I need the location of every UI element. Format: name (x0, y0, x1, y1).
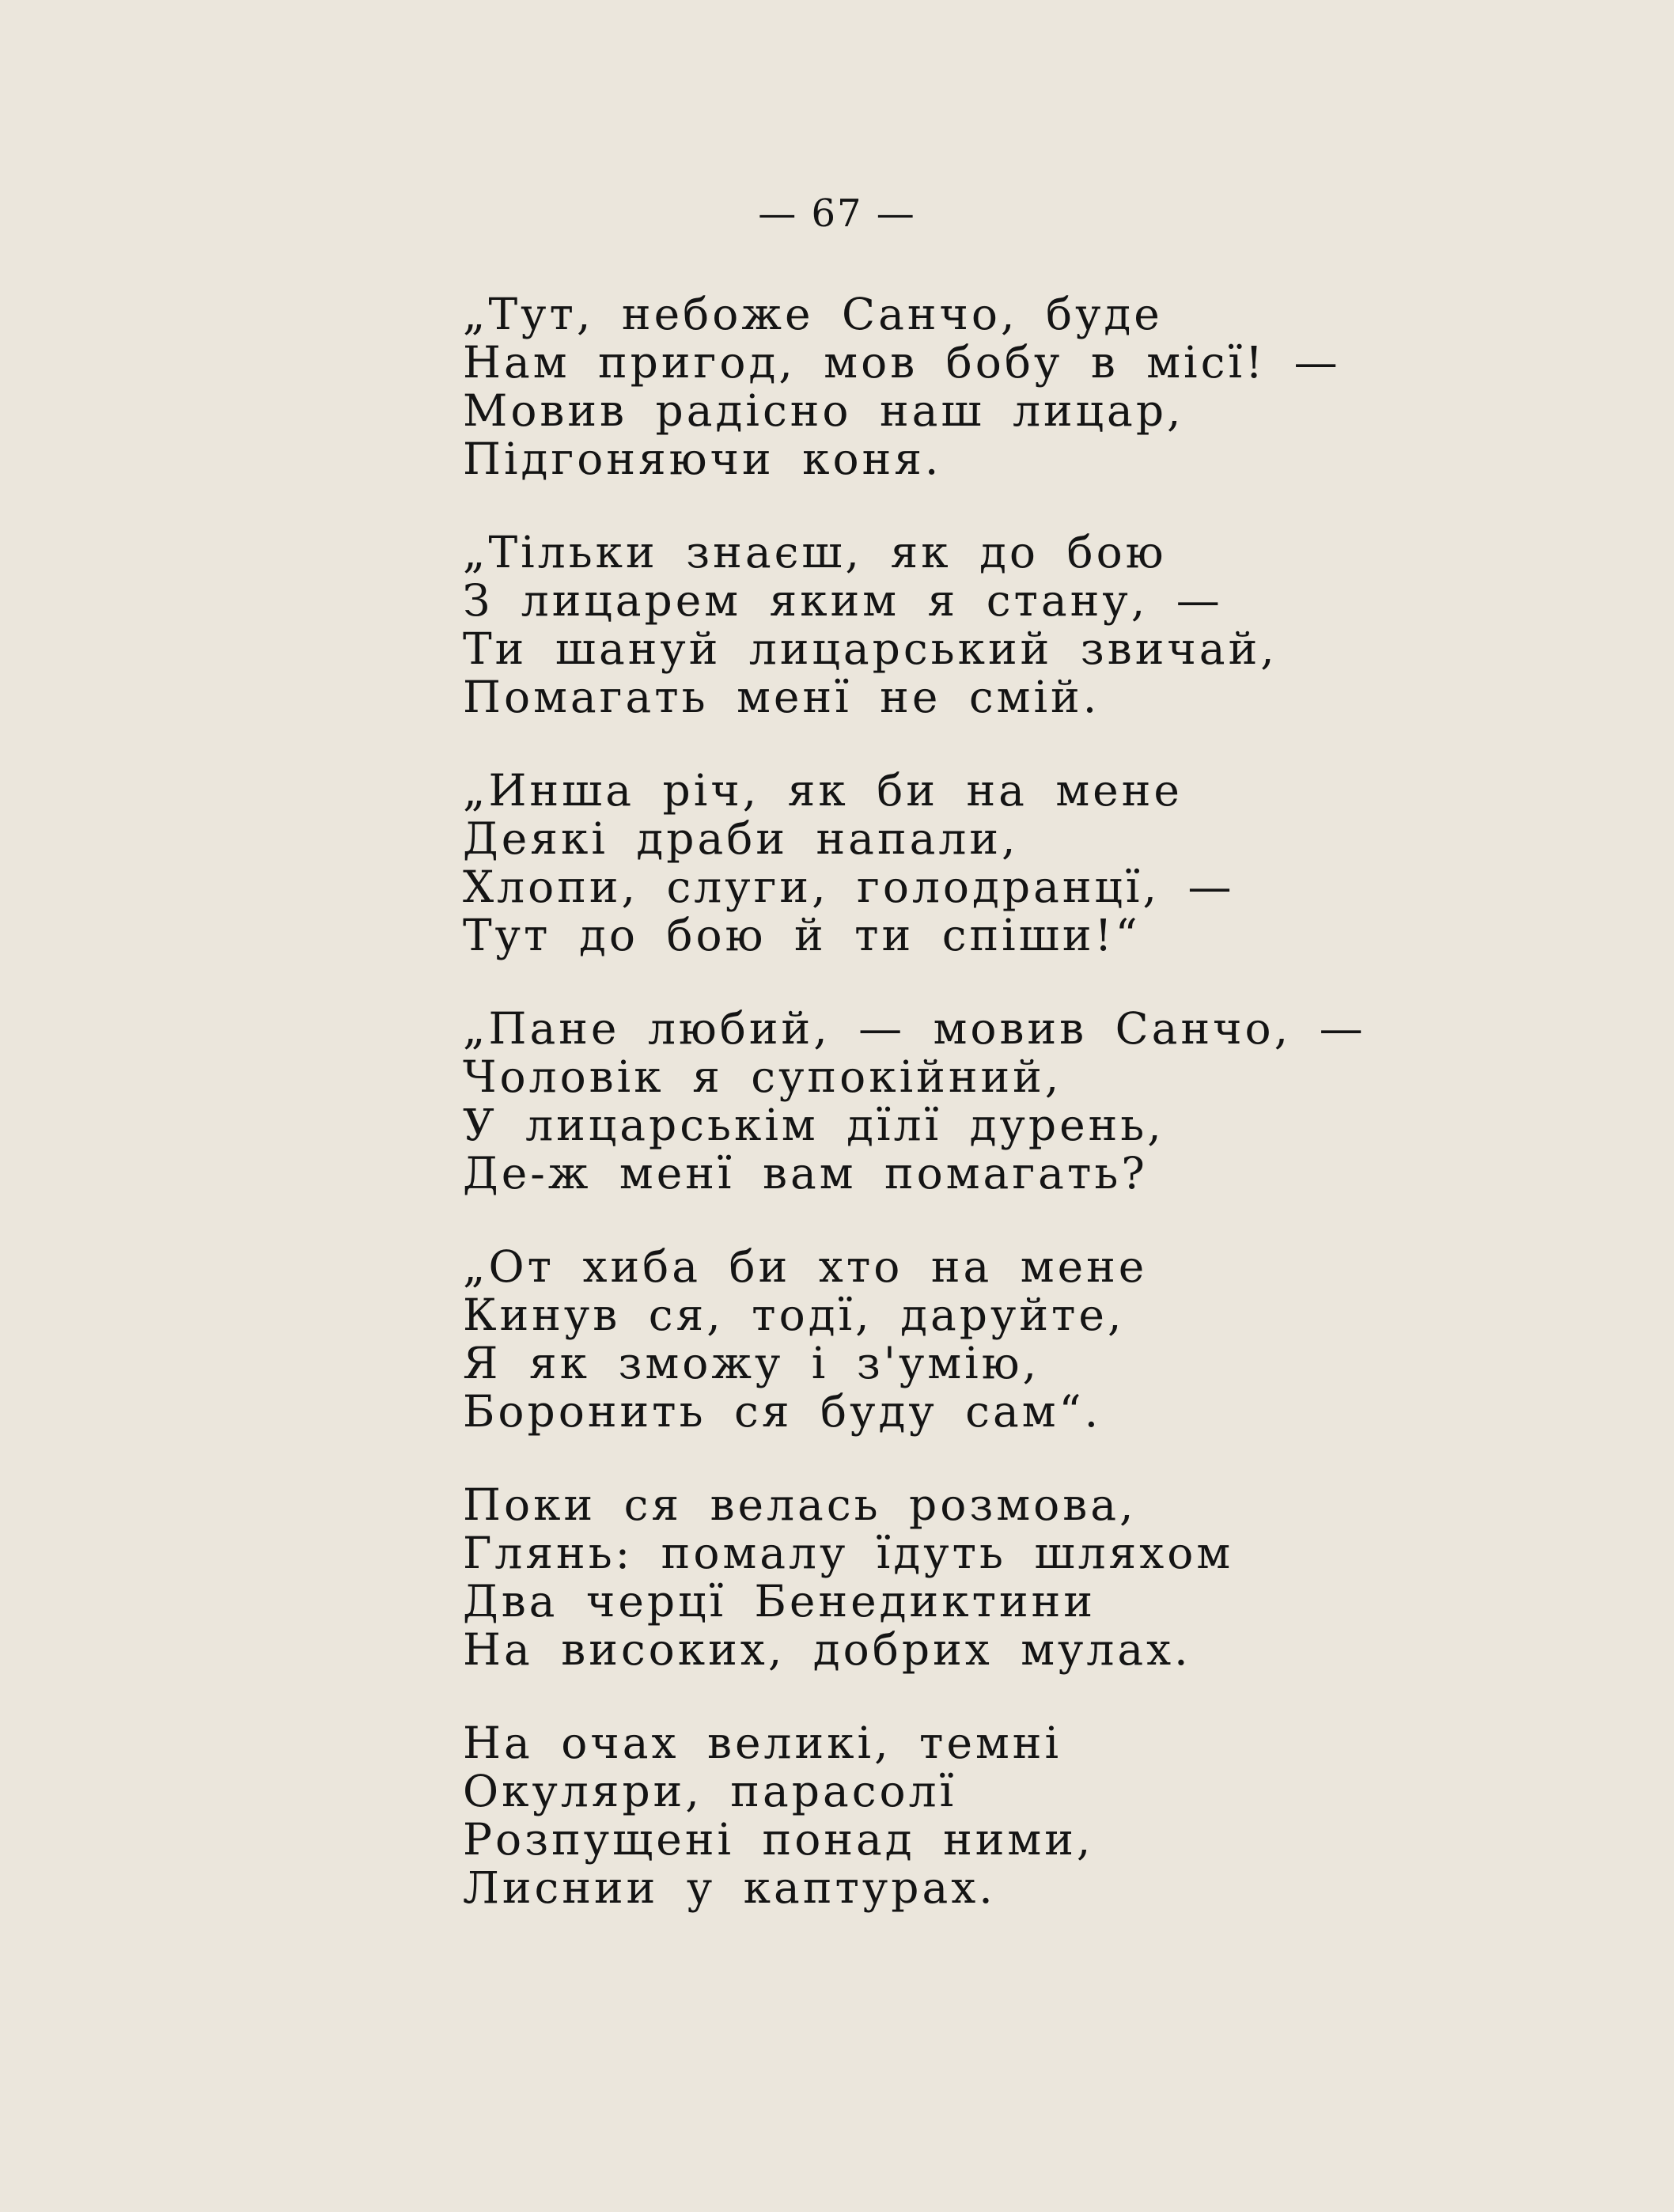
poem-line: Боронить ся буду сам“. (463, 1386, 1102, 1437)
poem-line: На очах великі, темні (463, 1718, 1062, 1768)
poem-line: Я як зможу і з'умію, (463, 1338, 1040, 1388)
poem-line: На високих, добрих мулах. (463, 1624, 1191, 1675)
poem (463, 290, 1602, 1957)
stanza (463, 1719, 1602, 1912)
stanza (463, 290, 1602, 483)
stanza (463, 1005, 1602, 1198)
poem-line: Де-ж менї вам помагать? (463, 1148, 1148, 1199)
poem-line: „От хиба би хто на мене (463, 1241, 1148, 1292)
poem-line: Нам пригод, мов бобу в місї! — (463, 337, 1341, 388)
stanza (463, 1243, 1602, 1436)
poem-line: Помагать менї не смій. (463, 672, 1100, 722)
poem-line: „Тут, небоже Санчо, буде (463, 289, 1163, 339)
poem-line: „Тільки знаєш, як до бою (463, 527, 1167, 578)
poem-line: Тут до бою й ти спіши!“ (463, 910, 1141, 960)
poem-line: Чоловік я супокійний, (463, 1051, 1062, 1102)
poem-line: Хлопи, слуги, голодранцї, — (463, 862, 1235, 912)
stanza (463, 767, 1602, 960)
poem-line: Лиснии у каптурах. (463, 1862, 996, 1913)
poem-line: Кинув ся, тодї, даруйте, (463, 1290, 1125, 1340)
poem-line: Розпущені понад ними, (463, 1814, 1094, 1865)
poem-line: „Инша річ, як би на мене (463, 765, 1183, 816)
stanza (463, 528, 1602, 722)
stanza (463, 1481, 1602, 1674)
poem-line: Глянь: помалу їдуть шляхом (463, 1528, 1234, 1578)
poem-line: Ти шануй лицарський звичай, (463, 623, 1278, 674)
page-number: — 67 — (758, 191, 916, 236)
poem-line: Підгоняючи коня. (463, 434, 942, 484)
poem-line: З лицарем яким я стану, — (463, 575, 1223, 626)
poem-line: Два черцї Бенедиктини (463, 1576, 1096, 1627)
poem-line: У лицарськім дїлї дурень, (463, 1100, 1165, 1150)
poem-line: Поки ся велась розмова, (463, 1479, 1137, 1530)
poem-line: „Пане любий, — мовив Санчо, — (463, 1003, 1366, 1054)
poem-line: Мовив радісно наш лицар, (463, 385, 1184, 436)
poem-line: Окуляри, парасолї (463, 1766, 957, 1816)
poem-line: Деякі драби напали, (463, 813, 1019, 864)
